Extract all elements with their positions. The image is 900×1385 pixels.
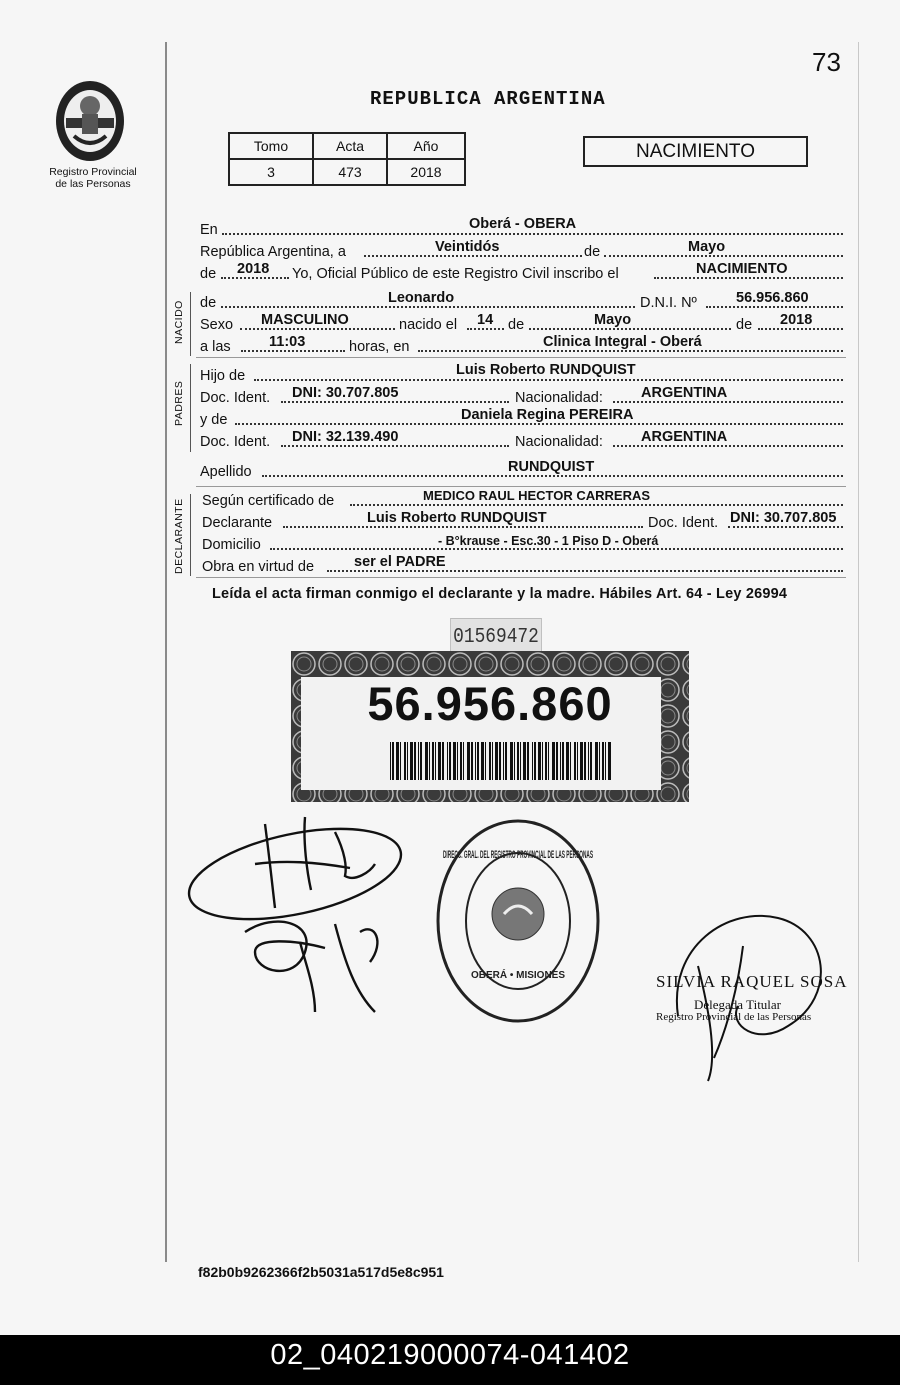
- footer-id: 02_040219000074-041402: [270, 1339, 630, 1371]
- label-obra: Obra en virtud de: [202, 559, 315, 575]
- barcode-bar: [542, 742, 543, 780]
- barcode-bar: [570, 742, 571, 780]
- acta-header: Acta: [313, 133, 387, 159]
- barcode-bar: [595, 742, 598, 780]
- dotted-line: [613, 445, 843, 447]
- value-obra: ser el PADRE: [354, 554, 446, 570]
- value-declarante-doc: DNI: 30.707.805: [730, 510, 837, 526]
- barcode-bar: [505, 742, 507, 780]
- dotted-line: [327, 570, 843, 572]
- barcode-bar: [471, 742, 473, 780]
- acta-value: 473: [313, 159, 387, 185]
- barcode-bar: [602, 742, 604, 780]
- barcode-bar: [552, 742, 555, 780]
- registro-oval-seal: [434, 816, 602, 1031]
- barcode-bar: [580, 742, 583, 780]
- dotted-line: [281, 445, 509, 447]
- barcode-bar: [457, 742, 458, 780]
- barcode-bar: [560, 742, 561, 780]
- value-declarante: Luis Roberto RUNDQUIST: [367, 510, 547, 526]
- barcode-bar: [418, 742, 419, 780]
- barcode-bar: [414, 742, 416, 780]
- label-de-mes: de: [508, 317, 525, 333]
- document-title: REPUBLICA ARGENTINA: [370, 88, 606, 110]
- barcode-bar: [467, 742, 470, 780]
- label-doc-padre: Doc. Ident.: [200, 390, 271, 406]
- dotted-line: [350, 504, 843, 506]
- label-sexo: Sexo: [200, 317, 234, 333]
- value-dni: 56.956.860: [736, 290, 809, 306]
- side-label-nacido: NACIDO: [173, 300, 185, 344]
- barcode-bar: [548, 742, 549, 780]
- barcode-bar: [407, 742, 408, 780]
- barcode-bar: [489, 742, 491, 780]
- dotted-line: [221, 277, 289, 279]
- tomo-acta-anio-table: [228, 132, 466, 186]
- barcode-bar: [390, 742, 391, 780]
- nacido-bracket: [190, 292, 191, 356]
- dotted-line: [364, 255, 582, 257]
- label-segun: Según certificado de: [202, 493, 335, 509]
- label-a-las: a las: [200, 339, 231, 355]
- barcode-bar: [410, 742, 413, 780]
- barcode-bar: [400, 742, 401, 780]
- leida-statement: Leída el acta firman conmigo el declarante y la madre. Hábiles Art. 64 - Ley 26994: [212, 586, 788, 602]
- barcode-bar: [420, 742, 422, 780]
- barcode-bar: [438, 742, 441, 780]
- value-padre-doc: DNI: 30.707.805: [292, 385, 399, 401]
- barcode-bar: [499, 742, 501, 780]
- right-margin-line: [858, 42, 859, 1262]
- value-lugar-nac: Clinica Integral - Oberá: [543, 334, 702, 350]
- barcode-bar: [463, 742, 464, 780]
- barcode-bar: [404, 742, 406, 780]
- seal-bottom-text: OBERÁ • MISIONES: [470, 970, 566, 981]
- barcode-bar: [481, 742, 484, 780]
- barcode-bar: [485, 742, 486, 780]
- label-de: de: [584, 244, 601, 260]
- dotted-line: [604, 255, 843, 257]
- barcode-bar: [590, 742, 592, 780]
- dotted-line: [418, 350, 843, 352]
- dni-sticker-number: 56.956.860: [367, 677, 613, 730]
- anio-value: 2018: [387, 159, 465, 185]
- value-mes-nac: Mayo: [594, 312, 632, 328]
- value-tipo: NACIMIENTO: [696, 261, 788, 277]
- barcode-bar: [534, 742, 536, 780]
- barcode-bar: [562, 742, 564, 780]
- value-madre: Daniela Regina PEREIRA: [461, 407, 634, 423]
- dotted-line: [706, 306, 843, 308]
- barcode-bar: [538, 742, 541, 780]
- side-label-declarante: DECLARANTE: [173, 498, 185, 574]
- barcode-bar: [429, 742, 430, 780]
- label-republica: República Argentina, a: [200, 244, 346, 260]
- label-horas-en: horas, en: [349, 339, 410, 355]
- label-de-nombre: de: [200, 295, 217, 311]
- barcode-bar: [566, 742, 569, 780]
- label-yo-oficial: Yo, Oficial Público de este Registro Civil inscribo el: [292, 266, 619, 282]
- section-divider: [196, 577, 846, 578]
- delegada-name: SILVIA RAQUEL SOSA: [656, 972, 848, 991]
- barcode-bar: [447, 742, 448, 780]
- tomo-value: 3: [229, 159, 313, 185]
- dotted-line: [758, 328, 843, 330]
- value-madre-nac: ARGENTINA: [641, 429, 728, 445]
- value-mes: Mayo: [688, 239, 726, 255]
- barcode-bar: [460, 742, 462, 780]
- label-en: En: [200, 222, 218, 238]
- dotted-line: [235, 423, 843, 425]
- registro-provincial-caption: Registro Provincial de las Personas: [49, 166, 137, 190]
- dotted-line: [270, 548, 843, 550]
- barcode-bar: [556, 742, 558, 780]
- value-anio: 2018: [237, 261, 270, 277]
- page-number: 73: [812, 47, 841, 77]
- barcode-bar: [477, 742, 479, 780]
- barcode-bar: [396, 742, 399, 780]
- control-stamp-number: 01569472: [450, 618, 542, 658]
- seal-top-text: DIRECC. GRAL. DEL REGISTRO PROVINCIAL DE LAS PERSONAS: [443, 849, 593, 861]
- document-hash: f82b0b9262366f2b5031a517d5e8c951: [198, 1264, 444, 1280]
- dotted-line: [728, 526, 843, 528]
- barcode-bar: [577, 742, 578, 780]
- tomo-header: Tomo: [229, 133, 313, 159]
- label-hijo-de: Hijo de: [200, 368, 246, 384]
- label-doc-madre: Doc. Ident.: [200, 434, 271, 450]
- dotted-line: [254, 379, 843, 381]
- value-lugar: Oberá - OBERA: [469, 216, 577, 232]
- side-label-padres: PADRES: [173, 380, 185, 426]
- value-dia-texto: Veintidós: [435, 239, 500, 255]
- value-padre-nac: ARGENTINA: [641, 385, 728, 401]
- dotted-line: [281, 401, 509, 403]
- dotted-line: [262, 475, 843, 477]
- label-y-de: y de: [200, 412, 228, 428]
- label-de-anio: de: [736, 317, 753, 333]
- value-padre: Luis Roberto RUNDQUIST: [456, 362, 636, 378]
- label-de-2: de: [200, 266, 217, 282]
- section-divider: [196, 357, 846, 358]
- value-dia-nac: 14: [477, 312, 494, 328]
- label-nac-madre: Nacionalidad:: [515, 434, 603, 450]
- delegada-role: Delegada Titular: [694, 997, 782, 1012]
- barcode-bar: [520, 742, 521, 780]
- declarante-bracket: [190, 494, 191, 576]
- misiones-coat-of-arms-logo: [52, 78, 128, 169]
- dotted-line: [222, 233, 843, 235]
- barcode-bar: [588, 742, 589, 780]
- delegada-org: Registro Provincial de las Personas: [656, 1011, 812, 1023]
- value-nombre: Leonardo: [388, 290, 455, 306]
- barcode-bar: [492, 742, 493, 780]
- barcode-bar: [517, 742, 519, 780]
- dni-barcode: [390, 742, 612, 787]
- barcode-bar: [527, 742, 529, 780]
- barcode-bar: [449, 742, 451, 780]
- barcode-bar: [608, 742, 611, 780]
- value-apellido: RUNDQUIST: [508, 459, 595, 475]
- barcode-bar: [453, 742, 456, 780]
- barcode-bar: [475, 742, 476, 780]
- dotted-line: [221, 306, 635, 308]
- barcode-bar: [503, 742, 504, 780]
- barcode-bar: [574, 742, 576, 780]
- dotted-line: [241, 350, 345, 352]
- value-anio-nac: 2018: [780, 312, 813, 328]
- barcode-bar: [510, 742, 513, 780]
- dotted-line: [613, 401, 843, 403]
- barcode-bar: [523, 742, 526, 780]
- barcode-bar: [442, 742, 444, 780]
- dotted-line: [529, 328, 731, 330]
- barcode-bar: [392, 742, 394, 780]
- barcode-bar: [545, 742, 547, 780]
- label-apellido: Apellido: [200, 464, 252, 480]
- official-signature-left: [185, 812, 415, 1032]
- value-domicilio: - B°krause - Esc.30 - 1 Piso D - Oberá: [438, 534, 659, 548]
- section-divider: [196, 486, 846, 487]
- label-dni: D.N.I. Nº: [640, 295, 697, 311]
- value-sexo: MASCULINO: [261, 312, 349, 328]
- barcode-bar: [435, 742, 436, 780]
- label-nac-padre: Nacionalidad:: [515, 390, 603, 406]
- label-nacido-el: nacido el: [399, 317, 458, 333]
- anio-header: Año: [387, 133, 465, 159]
- barcode-bar: [584, 742, 586, 780]
- dotted-line: [654, 277, 843, 279]
- dotted-line: [467, 328, 504, 330]
- barcode-bar: [425, 742, 428, 780]
- barcode-bar: [495, 742, 498, 780]
- dotted-line: [283, 526, 643, 528]
- barcode-bar: [514, 742, 515, 780]
- left-margin-line: [165, 42, 167, 1262]
- barcode-bar: [599, 742, 600, 780]
- barcode-bar: [532, 742, 533, 780]
- value-hora: 11:03: [269, 334, 306, 350]
- label-doc-declarante: Doc. Ident.: [648, 515, 719, 531]
- acta-type-box: NACIMIENTO: [583, 136, 808, 167]
- value-certificado: MEDICO RAUL HECTOR CARRERAS: [423, 488, 651, 503]
- padres-bracket: [190, 364, 191, 452]
- dotted-line: [240, 328, 395, 330]
- label-declarante: Declarante: [202, 515, 273, 531]
- value-madre-doc: DNI: 32.139.490: [292, 429, 399, 445]
- barcode-bar: [432, 742, 434, 780]
- barcode-bar: [605, 742, 606, 780]
- label-domicilio: Domicilio: [202, 537, 261, 553]
